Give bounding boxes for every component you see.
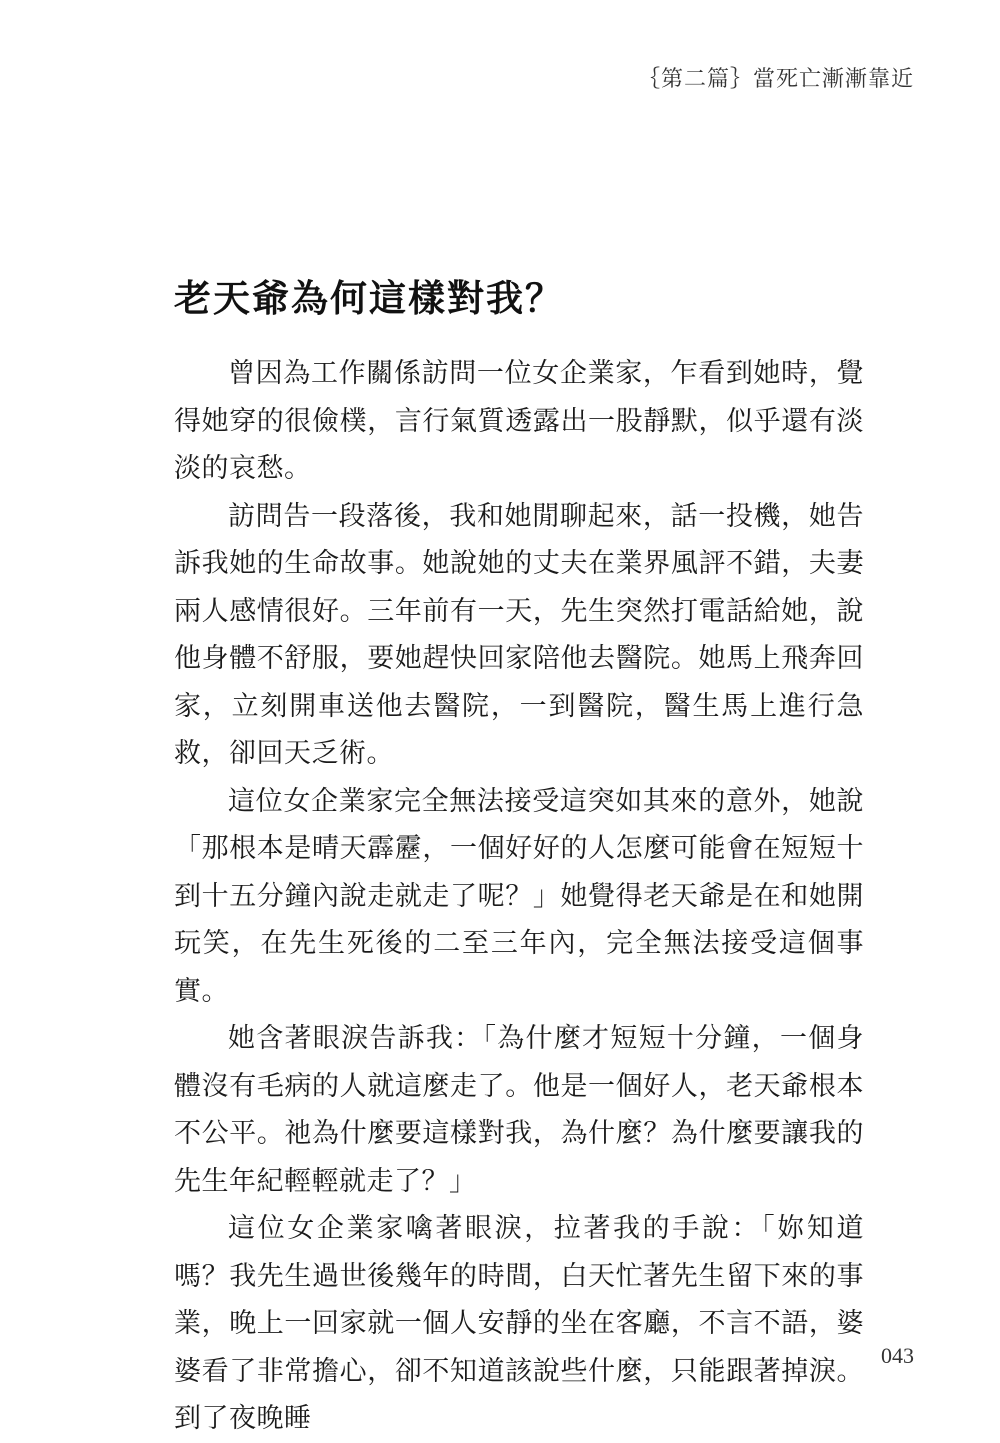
page-number: 043 <box>881 1343 914 1368</box>
section-title: 老天爺為何這樣對我？ <box>174 276 564 320</box>
paragraph: 這位女企業家噙著眼淚，拉著我的手說：「妳知道嗎？我先生過世後幾年的時間，白天忙著先生留下來的事業，晚上一回家就一個人安靜的坐在客廳，不言不語，婆婆看了非常擔心，卻不知道該說些什麼，只能跟著掉淚。到了夜晚睡 <box>174 1213 864 1434</box>
body-text <box>174 350 864 1443</box>
paragraph: 這位女企業家完全無法接受這突如其來的意外，她說「那根本是晴天霹靂，一個好好的人怎麼可能會在短短十到十五分鐘內說走就走了呢？」她覺得老天爺是在和她開玩笑，在先生死後的二至三年內，完全無法接受這個事實。 <box>174 785 864 1007</box>
paragraph: 訪問告一段落後，我和她閒聊起來，話一投機，她告訴我她的生命故事。她說她的丈夫在業界風評不錯，夫妻兩人感情很好。三年前有一天，先生突然打電話給她，說他身體不舒服，要她趕快回家陪他去醫院。她馬上飛奔回家，立刻開車送他去醫院，一到醫院，醫生馬上進行急救，卻回天乏術。 <box>174 500 864 769</box>
paragraph: 曾因為工作關係訪問一位女企業家，乍看到她時，覺得她穿的很儉樸，言行氣質透露出一股靜默，似乎還有淡淡的哀愁。 <box>174 358 864 484</box>
running-header: ｛第二篇｝當死亡漸漸靠近 <box>637 67 914 92</box>
paragraph: 她含著眼淚告訴我：「為什麼才短短十分鐘，一個身體沒有毛病的人就這麼走了。他是一個好人，老天爺根本不公平。祂為什麼要這樣對我，為什麼？為什麼要讓我的先生年紀輕輕就走了？」 <box>174 1023 864 1197</box>
